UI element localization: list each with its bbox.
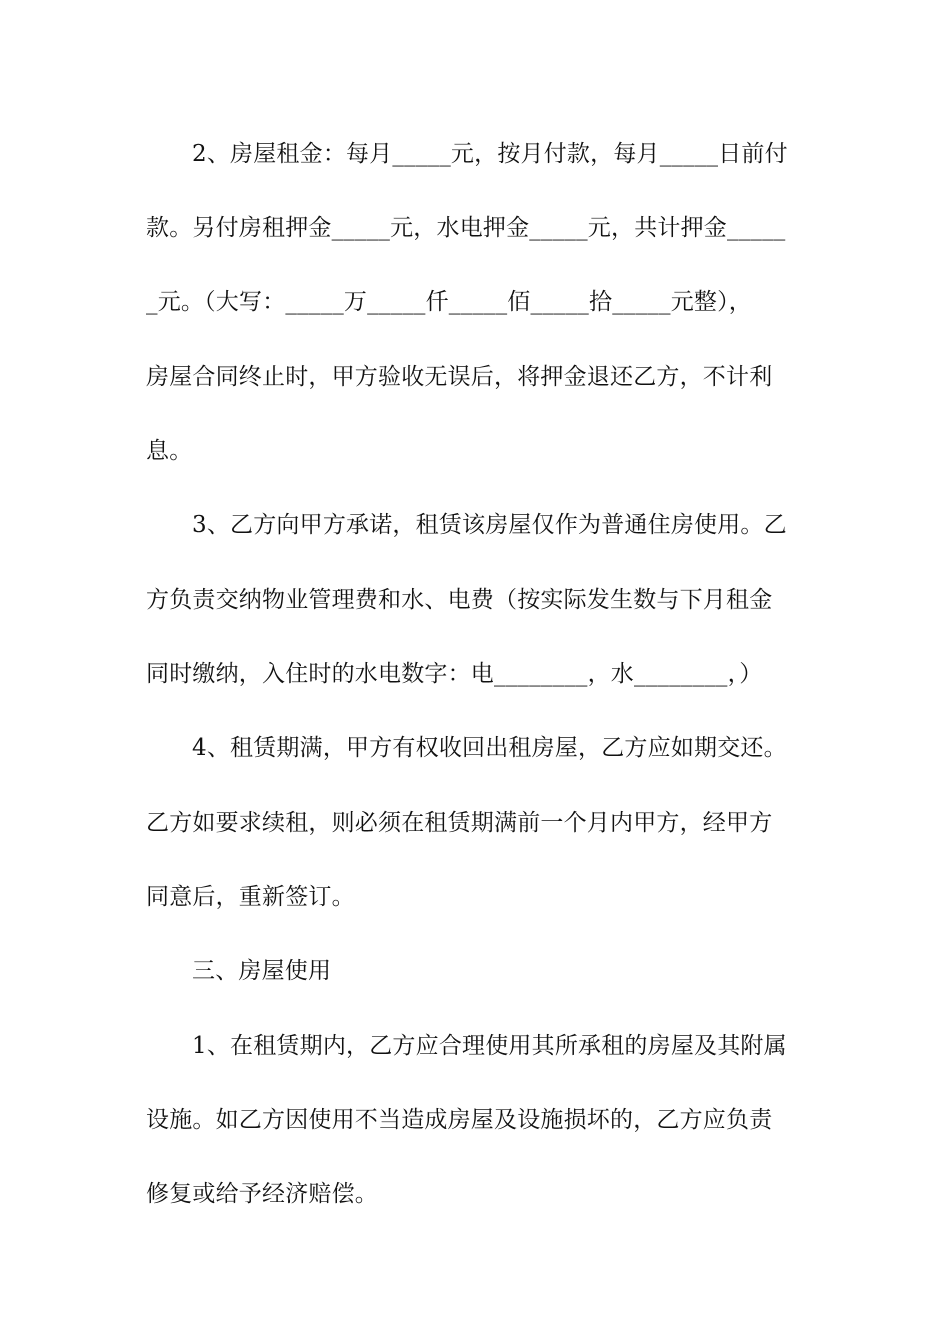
clause-2-rent-line-4: 房屋合同终止时，甲方验收无误后，将押金退还乙方，不计利 — [146, 364, 773, 390]
clause-2-rent-line-3: _元。（大写：_____万_____仟_____佰_____拾_____元整）， — [146, 289, 752, 315]
clause-4-expiry-line-2: 乙方如要求续租，则必须在租赁期满前一个月内甲方，经甲方 — [146, 810, 773, 836]
clause-2-rent-line-1: 2、房屋租金：每月_____元，按月付款，每月_____日前付 — [192, 141, 788, 167]
clause-4-expiry-line-1: 4、租赁期满，甲方有权收回出租房屋，乙方应如期交还。 — [192, 735, 787, 761]
section-3-heading: 三、房屋使用 — [192, 958, 332, 984]
section-3-clause-1-line-1: 1、在租赁期内，乙方应合理使用其所承租的房屋及其附属 — [192, 1033, 787, 1059]
clause-4-expiry-line-3: 同意后，重新签订。 — [146, 884, 355, 910]
clause-3-usage-line-3: 同时缴纳，入住时的水电数字：电________，水________，） — [146, 661, 763, 687]
section-3-clause-1-line-3: 修复或给予经济赔偿。 — [146, 1181, 378, 1207]
clause-3-usage-line-1: 3、乙方向甲方承诺，租赁该房屋仅作为普通住房使用。乙 — [192, 512, 787, 538]
section-3-clause-1-line-2: 设施。如乙方因使用不当造成房屋及设施损坏的，乙方应负责 — [146, 1107, 773, 1133]
clause-2-rent-line-2: 款。另付房租押金_____元，水电押金_____元，共计押金_____ — [146, 215, 786, 241]
clause-3-usage-line-2: 方负责交纳物业管理费和水、电费（按实际发生数与下月租金 — [146, 587, 773, 613]
clause-2-rent-line-5: 息。 — [146, 438, 193, 464]
